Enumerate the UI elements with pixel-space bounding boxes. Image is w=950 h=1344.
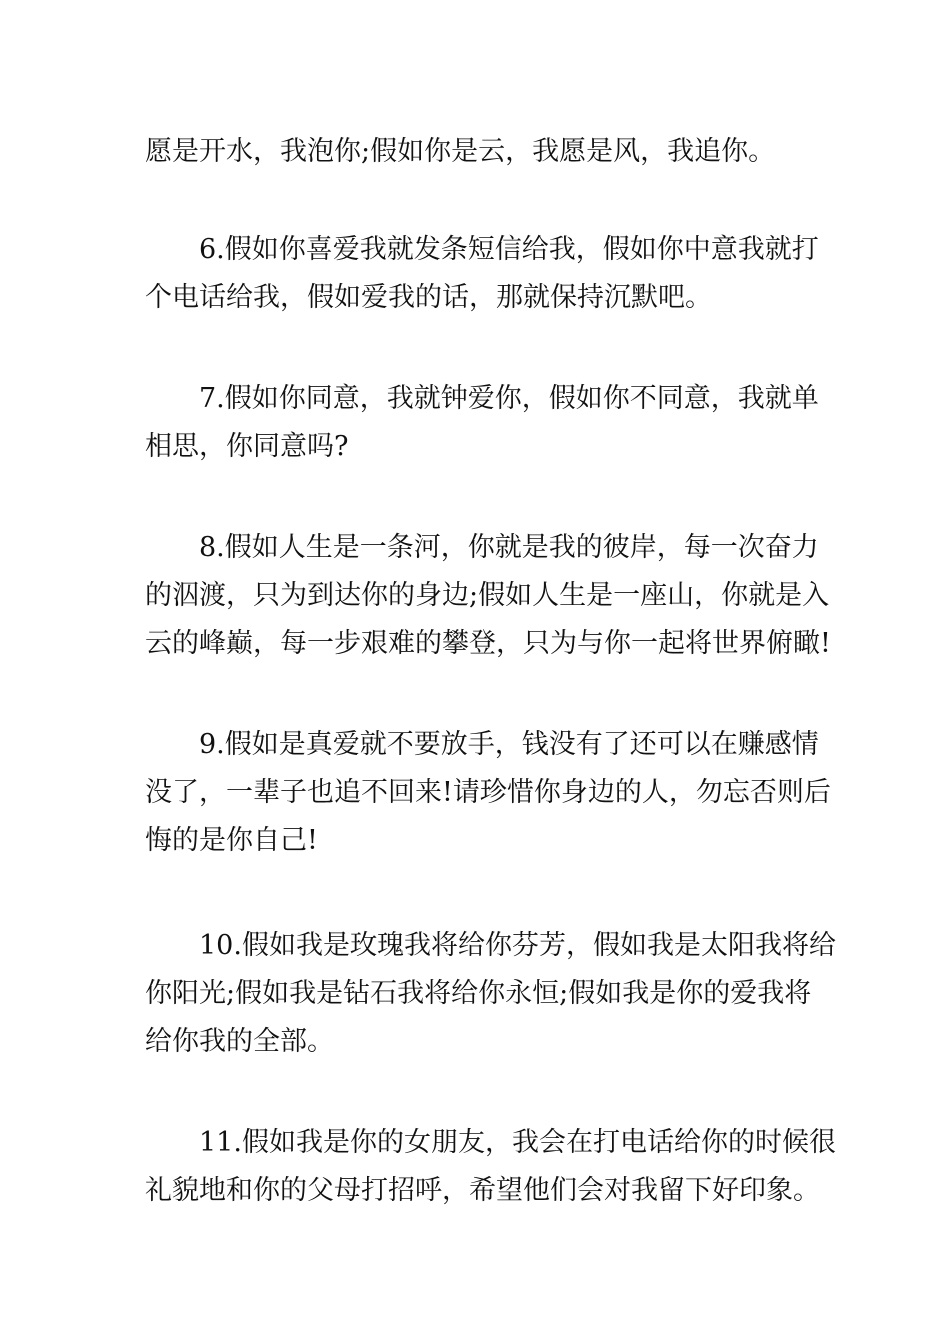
paragraph-line: 悔的是你自己! (145, 825, 318, 856)
paragraph-line: 9.假如是真爱就不要放手，钱没有了还可以在赚感情 (199, 729, 819, 760)
paragraph-line: 10.假如我是玫瑰我将给你芬芳，假如我是太阳我将给 (199, 930, 836, 961)
paragraph-line: 11.假如我是你的女朋友，我会在打电话给你的时候很 (199, 1127, 836, 1158)
paragraph-line: 8.假如人生是一条河，你就是我的彼岸，每一次奋力 (199, 532, 819, 563)
paragraph-line: 你阳光;假如我是钻石我将给你永恒;假如我是你的爱我将 (145, 978, 812, 1009)
paragraph-6 (145, 226, 819, 322)
paragraph-11 (145, 1119, 836, 1215)
paragraph-10 (145, 922, 836, 1066)
paragraph-line: 给你我的全部。 (145, 1026, 334, 1057)
paragraph-line: 7.假如你同意，我就钟爱你，假如你不同意，我就单 (199, 383, 819, 414)
paragraph-line: 的泅渡，只为到达你的身边;假如人生是一座山，你就是入 (145, 580, 830, 611)
paragraph-line: 礼貌地和你的父母打招呼，希望他们会对我留下好印象。 (145, 1175, 820, 1206)
paragraph-9 (145, 721, 831, 865)
paragraph-line: 愿是开水，我泡你;假如你是云，我愿是风，我追你。 (145, 136, 776, 167)
paragraph-line: 6.假如你喜爱我就发条短信给我，假如你中意我就打 (199, 234, 819, 265)
paragraph-line: 相思，你同意吗? (145, 431, 349, 462)
paragraph-7 (145, 375, 819, 471)
paragraph-line: 没了，一辈子也追不回来!请珍惜你身边的人，勿忘否则后 (145, 777, 831, 808)
paragraph-line: 个电话给我，假如爱我的话，那就保持沉默吧。 (145, 282, 712, 313)
paragraph-line: 云的峰巅，每一步艰难的攀登，只为与你一起将世界俯瞰! (145, 628, 831, 659)
paragraph-5-continued (145, 128, 813, 176)
paragraph-8 (145, 524, 831, 668)
